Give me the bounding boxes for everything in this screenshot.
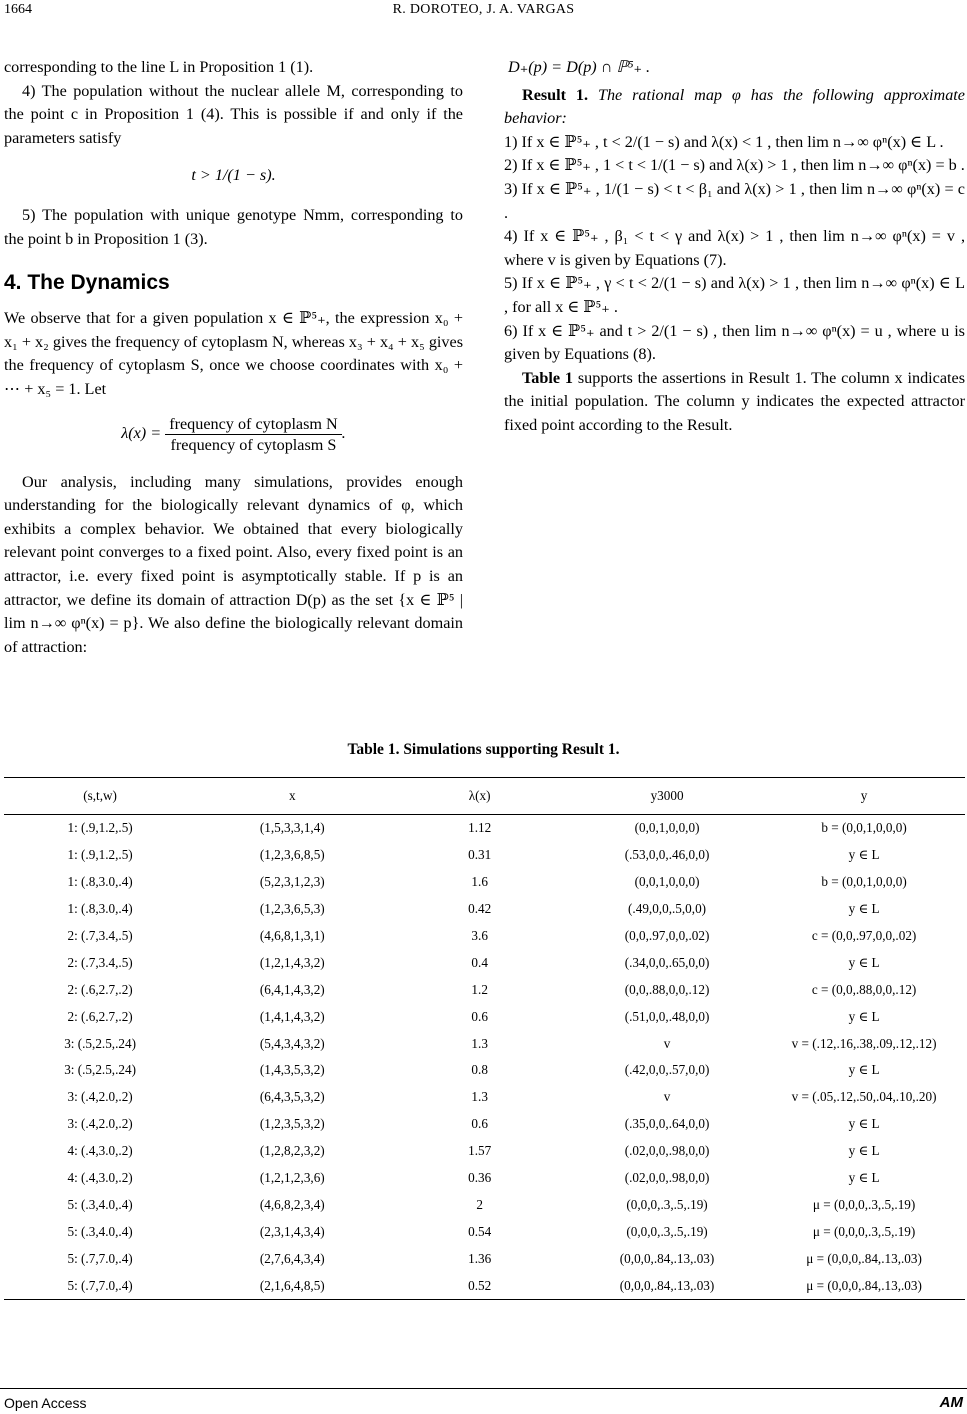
result-item: 5) If x ∈ ℙ⁵₊ , γ < t < 2/(1 − s) and λ(x) > 1 , then lim n→∞ φⁿ(x) ∈ L , for all x ∈ ℙ⁵₊ . [504,274,965,316]
table-cell: 1.57 [468,1143,492,1159]
table-cell: (1,4,3,5,3,2) [259,1062,325,1078]
table-cell: y ∈ L [848,1062,880,1078]
paragraph: 4) The population without the nuclear allele M, corresponding to the point c in Proposition 1 (4). This is possible if and only if the parameters satisfy [4,81,463,147]
table-row [4,815,965,842]
table-cell: (.51,0,0,.48,0,0) [624,1008,710,1024]
table-cell: 1.3 [471,1035,488,1051]
table-cell: 1.12 [468,820,492,836]
table-cell: 4: (.4,3.0,.2) [67,1143,133,1159]
paragraph: Our analysis, including many simulations, provides enough understanding for the biologically relevant dynamics of φ, which exhibits a complex behavior. We obtained that every biologically relevant point converges to a fixed point. Also, every fixed point is an attractor, i.e. every fixed point is asymptotically stable. If p is an attractor, we define its domain of attraction D(p) as the set {x ∈ ℙ⁵ | lim n→∞ φⁿ(x) = p}. We also define the biologically relevant domain of attraction: [4,472,463,656]
table-row [4,1138,965,1165]
table-row [4,1218,965,1245]
table-row [4,1245,965,1272]
table-cell: 0.31 [468,847,492,863]
table-cell: (2,1,6,4,8,5) [196,1272,388,1299]
table-cell: (1,4,1,4,3,2) [259,1008,325,1024]
table-row [4,1003,965,1030]
result-item: 1) If x ∈ ℙ⁵₊ , t < 2/(1 − s) and λ(x) < 1 , then lim n→∞ φⁿ(x) ∈ L . [504,132,944,151]
page-number: 1664 [4,2,32,17]
table-row [4,1057,965,1084]
table-cell: 5: (.7,7.0,.4) [67,1250,133,1266]
table-cell: (4,6,8,2,3,4) [259,1196,325,1212]
table-cell: 1: (.8,3.0,.4) [67,901,133,917]
table-cell: (0,0,0,.3,.5,.19) [626,1196,708,1212]
equation-lhs: λ(x) = [121,423,162,442]
table-cell: 0.4 [471,954,488,970]
table-cell: (1,2,8,2,3,2) [259,1143,325,1159]
table-cell: y ∈ L [848,954,880,970]
table-cell: 0.6 [471,1116,488,1132]
table-cell: v [663,1035,671,1051]
table-cell: y ∈ L [848,901,880,917]
fraction-denominator: frequency of cytoplasm S [170,435,337,454]
table-row [4,976,965,1003]
table-cell: v [663,1089,671,1105]
table-cell: (1,2,3,6,5,3) [259,901,325,917]
table-cell: (4,6,8,1,3,1) [259,928,325,943]
left-column [4,56,463,659]
table-cell: (.53,0,0,.46,0,0) [624,847,710,863]
table-reference: Table 1 [522,368,574,387]
right-column [504,56,965,438]
table-cell: (.35,0,0,.64,0,0) [624,1116,710,1132]
result-intro: The rational map φ has the following approximate behavior: [504,85,965,128]
table-cell: 1.6 [471,874,488,890]
paragraph: supports the assertions in Result 1. The column x indicates the initial population. The column y indicates the expected attractor fixed point according to the Result. [504,368,966,434]
table-cell: 1.3 [471,1089,488,1105]
table-cell: 5: (.7,7.0,.4) [4,1272,196,1299]
table-cell: (1,2,1,2,3,6) [259,1170,325,1186]
page-header [0,0,967,22]
table-cell: 1: (.9,1.2,.5) [67,820,133,836]
result-label: Result 1. [522,85,589,104]
table-cell: (.42,0,0,.57,0,0) [624,1062,710,1078]
equation: t > 1/(1 − s). [191,166,276,185]
table-cell: (0,0,0,.3,.5,.19) [626,1223,708,1239]
column-header: y [763,778,965,815]
fraction-numerator: frequency of cytoplasm N [165,414,342,435]
table-cell: (.02,0,0,.98,0,0) [624,1143,710,1159]
table-cell: (5,2,3,1,2,3) [259,874,325,890]
table-row [4,1165,965,1192]
table-row [4,1111,965,1138]
table-cell: 3: (.4,2.0,.2) [67,1089,133,1105]
running-title: R. DOROTEO, J. A. VARGAS [392,2,575,17]
fraction [165,414,342,455]
table-cell: μ = (0,0,0,.3,.5,.19) [812,1223,916,1239]
column-header: x [196,778,388,815]
table-cell: v = (.05,.12,.50,.04,.10,.20) [791,1089,937,1105]
table-cell: (6,4,3,5,3,2) [259,1089,325,1105]
equation: D₊(p) = D(p) ∩ ℙ⁵₊ . [508,58,651,76]
table-cell: 2: (.6,2.7,.2) [67,981,133,997]
table-cell: (.34,0,0,.65,0,0) [624,954,710,970]
table-cell: 2 [476,1196,483,1212]
table-cell: (2,7,6,4,3,4) [259,1250,325,1266]
table-cell: (0,0,1,0,0,0) [634,820,700,836]
table-cell: (5,4,3,4,3,2) [259,1035,325,1051]
table-cell: 0.42 [468,901,492,917]
table-cell: (1,5,3,3,1,4) [259,820,325,836]
footer-rule [0,1388,967,1389]
paragraph: 5) The population with unique genotype Nmm, corresponding to the point b in Proposition 1 (3). [4,205,463,248]
table-cell: (.02,0,0,.98,0,0) [624,1170,710,1186]
table-cell: 5: (.3,4.0,.4) [67,1196,133,1212]
table-row [4,1084,965,1111]
table-cell: 3: (.5,2.5,.24) [64,1062,136,1078]
column-header: (s,t,w) [4,778,196,815]
table-row [4,949,965,976]
table-cell: (0,0,.97,0,0,.02) [624,928,710,943]
table-row [4,896,965,923]
table-cell: μ = (0,0,0,.3,.5,.19) [812,1196,916,1212]
table-cell: 0.52 [388,1272,571,1299]
table-cell: μ = (0,0,0,.84,.13,.03) [763,1272,965,1299]
simulation-table [4,777,965,1300]
table-cell: 2: (.6,2.7,.2) [67,1008,133,1024]
table-cell: c = (0,0,.88,0,0,.12) [811,981,917,997]
result-item: 3) If x ∈ ℙ⁵₊ , 1/(1 − s) < t < β₁ and λ(x) > 1 , then lim n→∞ φⁿ(x) = c . [504,179,965,222]
table-cell: y ∈ L [848,847,880,863]
table-cell: y ∈ L [848,1008,880,1024]
table-cell: (0,0,1,0,0,0) [634,874,700,890]
table-row [4,842,965,869]
table-cell: c = (0,0,.97,0,0,.02) [811,928,917,943]
table-cell: 0.6 [471,1008,488,1024]
table-body [4,815,965,1300]
table-cell: (.49,0,0,.5,0,0) [628,901,707,917]
table-cell: 3: (.4,2.0,.2) [67,1116,133,1132]
table-cell: (2,3,1,4,3,4) [259,1223,325,1239]
table-cell: b = (0,0,1,0,0,0) [821,820,907,836]
table-title: Table 1. Simulations supporting Result 1. [347,741,620,758]
table-cell: (0,0,0,.84,.13,.03) [619,1250,715,1266]
footer-open-access: Open Access [4,1395,87,1411]
table-row [4,1030,965,1057]
table-cell: y ∈ L [848,1170,880,1186]
table-header-row [4,778,965,815]
result-item: 4) If x ∈ ℙ⁵₊ , β₁ < t < γ and λ(x) > 1 , then lim n→∞ φⁿ(x) = v , where v is given by Equations (7). [504,227,965,269]
table-cell: 2: (.7,3.4,.5) [67,928,133,943]
table-cell: v = (.12,.16,.38,.09,.12,.12) [791,1035,937,1051]
table-row [4,923,965,950]
table-cell: b = (0,0,1,0,0,0) [821,874,907,890]
column-header: λ(x) [388,778,571,815]
table-cell: (1,2,3,6,8,5) [259,847,325,863]
table-cell: 1.2 [471,981,488,997]
table-cell: μ = (0,0,0,.84,.13,.03) [806,1250,922,1266]
table-cell: 0.54 [468,1223,492,1239]
table-cell: 0.8 [471,1062,488,1078]
column-header: y3000 [571,778,763,815]
table-cell: (0,0,0,.84,.13,.03) [571,1272,763,1299]
section-heading: 4. The Dynamics [4,271,170,295]
table-cell: 3.6 [471,928,488,943]
table-cell: (1,2,1,4,3,2) [259,954,325,970]
footer-journal: AM [939,1394,963,1411]
table-cell: 1: (.8,3.0,.4) [67,874,133,890]
table-cell: y ∈ L [848,1116,880,1132]
table-row [4,1272,965,1299]
table-row [4,1191,965,1218]
table-cell: 3: (.5,2.5,.24) [64,1035,136,1051]
table-cell: 1: (.9,1.2,.5) [67,847,133,863]
table-cell: 0.36 [468,1170,492,1186]
equation-lambda: λ(x) = $\frac{\text{frequency of cytoplasm N}}{\text{frequency of cytoplasm S}}$ . [121,414,346,454]
table-cell: 2: (.7,3.4,.5) [67,954,133,970]
table-cell: 5: (.3,4.0,.4) [67,1223,133,1239]
table-cell: y ∈ L [848,1143,880,1159]
table-cell: (0,0,.88,0,0,.12) [624,981,710,997]
table-cell: (1,2,3,5,3,2) [259,1116,325,1132]
table-row [4,869,965,896]
table-cell: 4: (.4,3.0,.2) [67,1170,133,1186]
paragraph: We observe that for a given population x ∈ ℙ⁵₊, the expression x₀ + x₁ + x₂ gives the frequency of cytoplasm N, whereas x₃ + x₄ + x₅ gives the frequency of cytoplasm S, once we choose coordinates with x₀ + ⋯ + x₅ = 1. Let [4,309,463,398]
table-cell: 1.36 [468,1250,492,1266]
result-item: 2) If x ∈ ℙ⁵₊ , 1 < t < 1/(1 − s) and λ(x) > 1 , then lim n→∞ φⁿ(x) = b . [504,156,965,175]
table-cell: (6,4,1,4,3,2) [259,981,325,997]
result-item: 6) If x ∈ ℙ⁵₊ and t > 2/(1 − s) , then lim n→∞ φⁿ(x) = u , where u is given by Equations (8). [504,321,965,364]
paragraph: corresponding to the line L in Proposition 1 (1). [4,58,314,76]
